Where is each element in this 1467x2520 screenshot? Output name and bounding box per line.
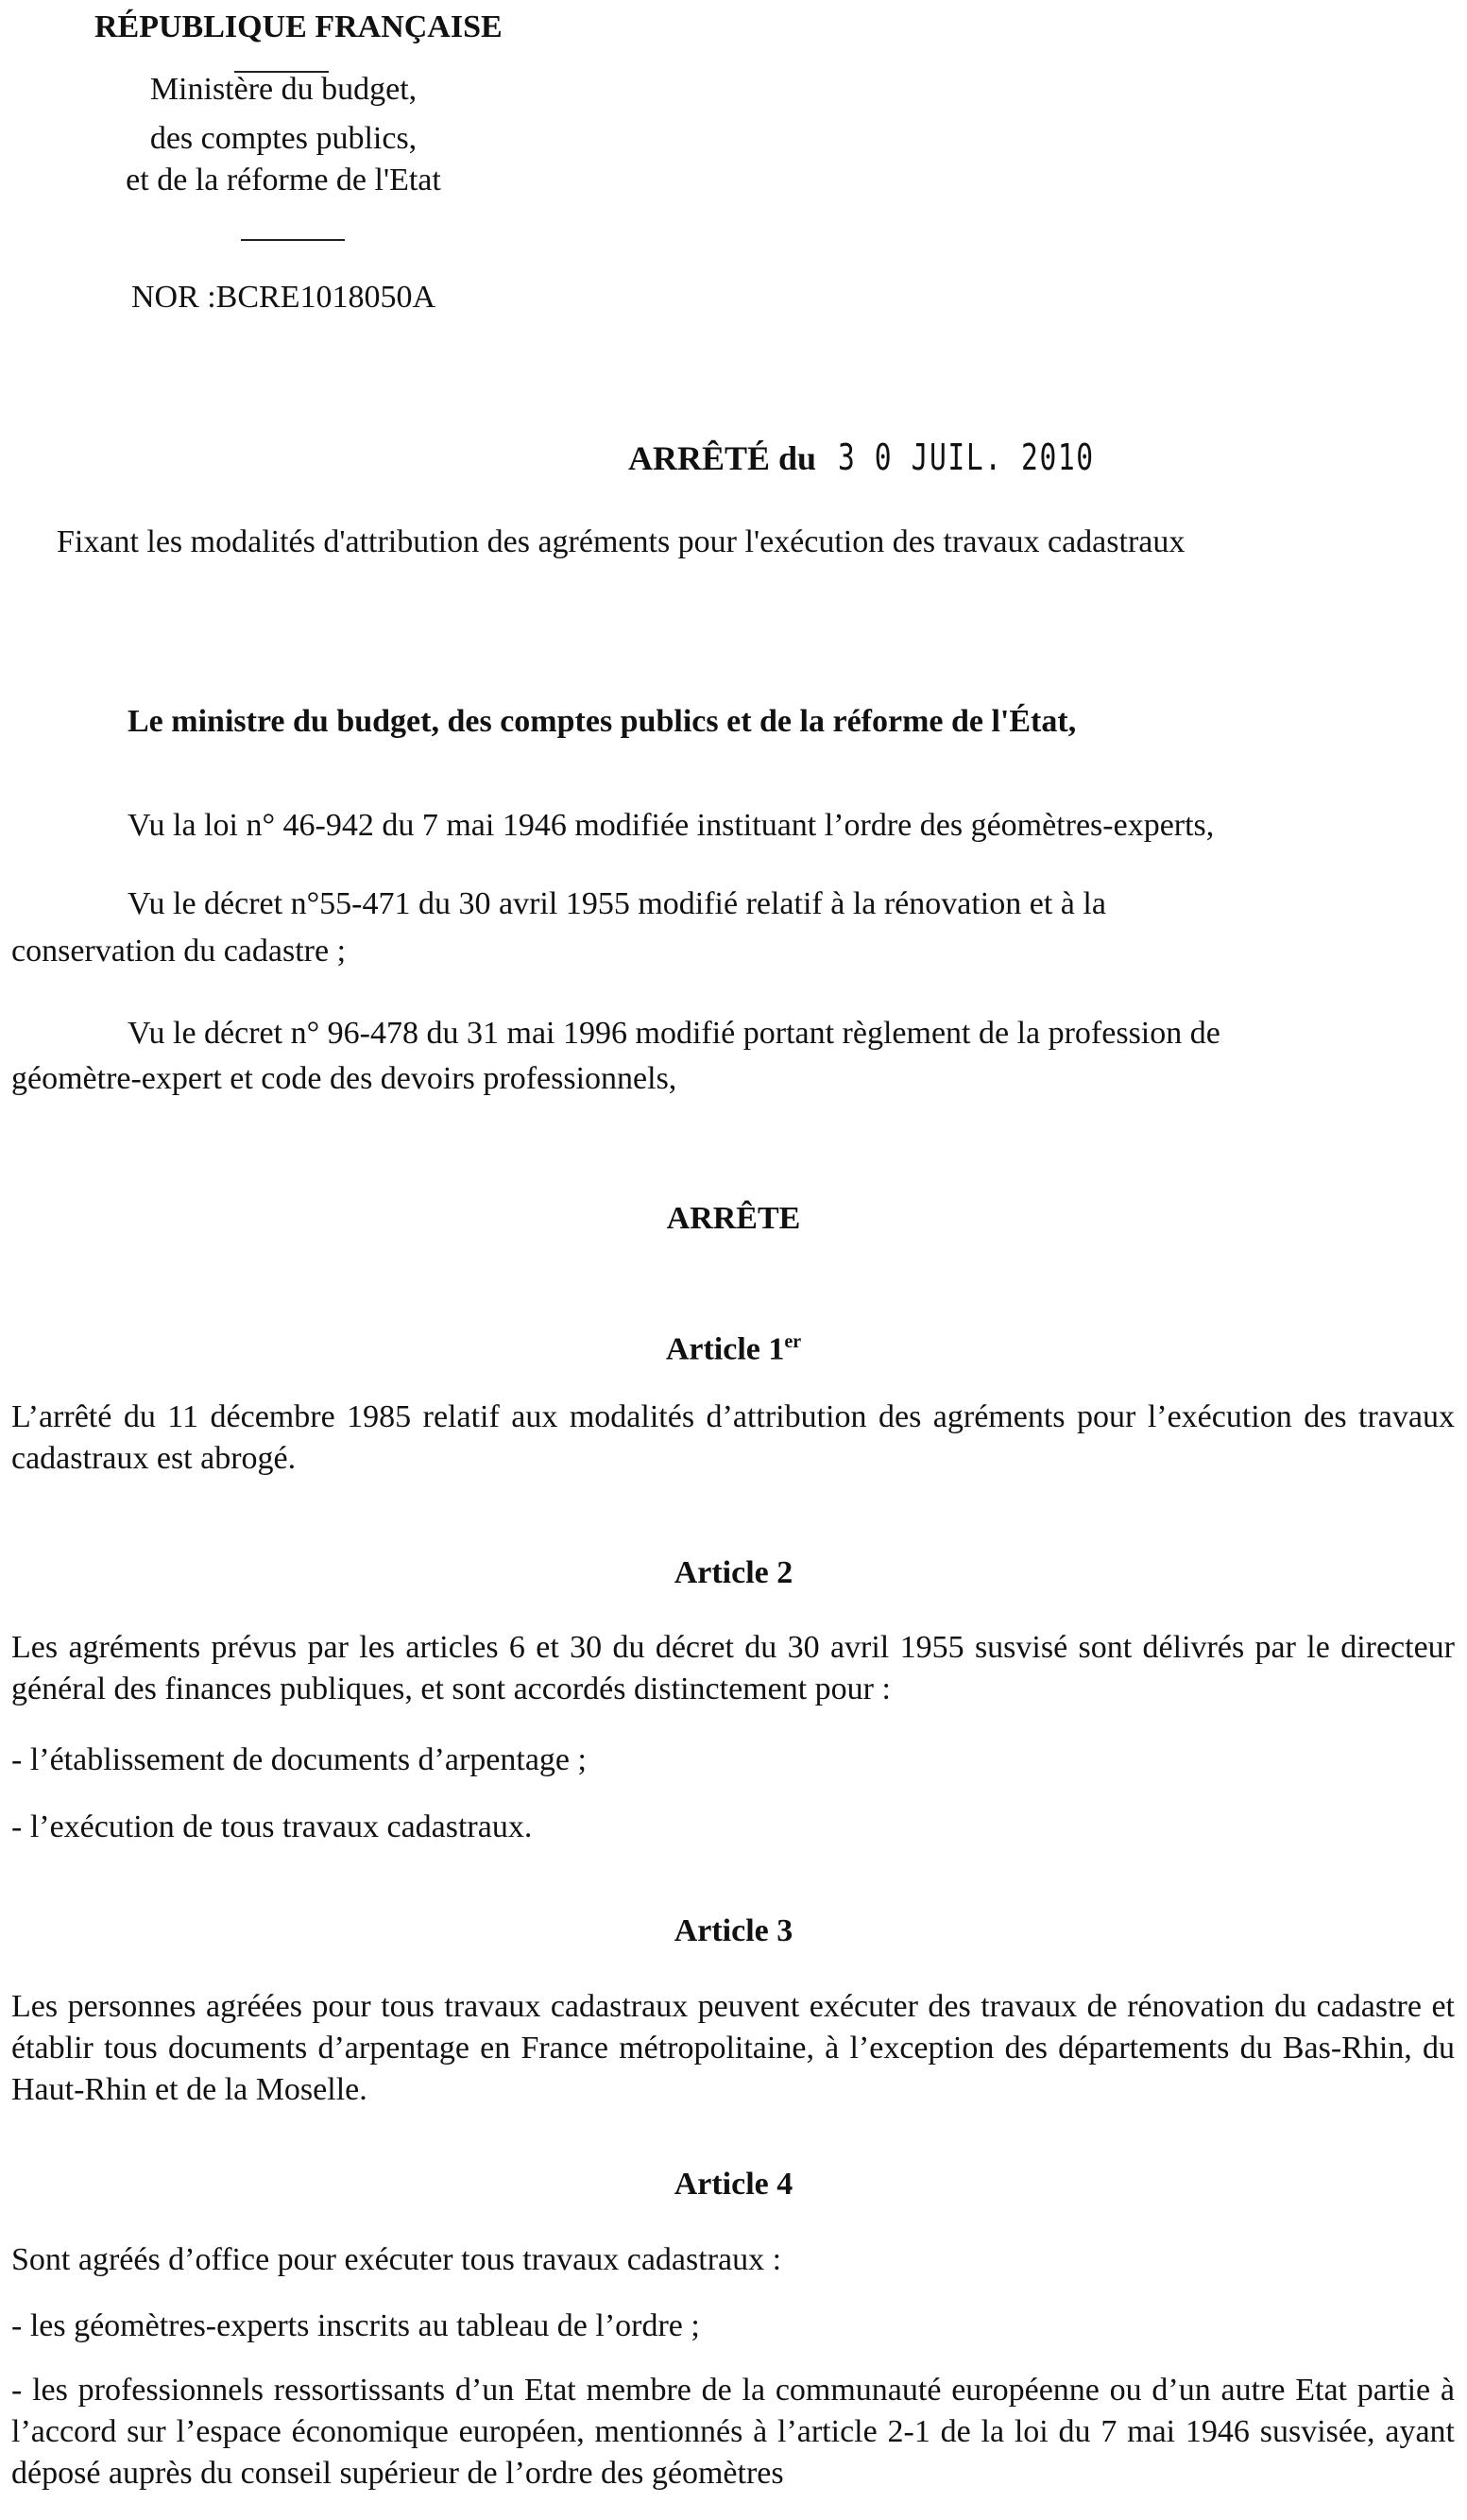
vu-decret-1955-line2: conservation du cadastre ; [11,934,347,969]
article-2-heading: Article 2 [674,1555,793,1590]
article-4-heading: Article 4 [674,2167,793,2202]
ministry-line-1: Ministère du budget, [149,72,418,107]
article-1-text: L’arrêté du 11 décembre 1985 relatif aux modalités d’attribution des agréments pour l’exécution des travaux cadastraux est abrogé. [11,1399,1455,1476]
article-3-text: Les personnes agréées pour tous travaux cadastraux peuvent exécuter des travaux de rénovation du cadastre et établir tous documents d’arpentage en France métropolitaine, à l’exception des départements du Bas-Rhin, du Haut-Rhin et de la Moselle. [11,1989,1455,2107]
article-4-item-2: - les professionnels ressortissants d’un Etat membre de la communauté européenne ou d’un autre Etat partie à l’accord sur l’espace économique européen, mentionnés à l’article 2-1 de la loi du 7 mai 1946 susvisée, ayant déposé auprès du conseil supérieur de l’ordre des géomètres [11,2373,1455,2491]
article-4-intro: Sont agréés d’office pour exécuter tous travaux cadastraux : [11,2242,782,2277]
title-subtitle: Fixant les modalités d'attribution des agréments pour l'exécution des travaux cadastraux [57,524,1186,559]
article-4-item-1: - les géomètres-experts inscrits au tableau de l’ordre ; [11,2308,700,2343]
minister-line: Le ministre du budget, des comptes publics et de la réforme de l'État, [128,704,1077,739]
nor-reference: NOR :BCRE1018050A [130,280,436,315]
republic-heading: RÉPUBLIQUE FRANÇAISE [94,9,503,44]
arrete-heading: ARRÊTE [666,1201,801,1236]
article-2-text: Les agréments prévus par les articles 6 et 30 du décret du 30 avril 1955 susvisé sont délivrés par le directeur général des finances publiques, et sont accordés distinctement pour : [11,1630,1455,1706]
article-1-superscript: er [784,1331,802,1352]
vu-loi-1946: Vu la loi n° 46-942 du 7 mai 1946 modifiée instituant l’ordre des géomètres-experts, [128,808,1215,843]
arrete-du-label: ARRÊTÉ du [628,439,817,477]
article-3-heading: Article 3 [674,1913,793,1948]
vu-decret-1996-line2: géomètre-expert et code des devoirs professionnels, [11,1061,677,1096]
date-stamp: 3 0 JUIL. 2010 [838,437,1095,478]
article-1-heading [0,1321,1467,1370]
ministry-line-3: et de la réforme de l'Etat [126,163,441,197]
article-2-item-2: - l’exécution de tous travaux cadastraux. [11,1809,533,1844]
vu-decret-1955-line1: Vu le décret n°55-471 du 30 avril 1955 modifié relatif à la rénovation et à la [128,886,1106,921]
title-line [628,437,1167,479]
header-rule-bottom [241,239,345,241]
article-1-label: Article 1 [665,1331,785,1367]
vu-decret-1996-line1: Vu le décret n° 96-478 du 31 mai 1996 modifié portant règlement de la profession de [128,1016,1220,1051]
article-2-item-1: - l’établissement de documents d’arpentage ; [11,1742,587,1777]
ministry-line-2: des comptes publics, [149,121,418,156]
